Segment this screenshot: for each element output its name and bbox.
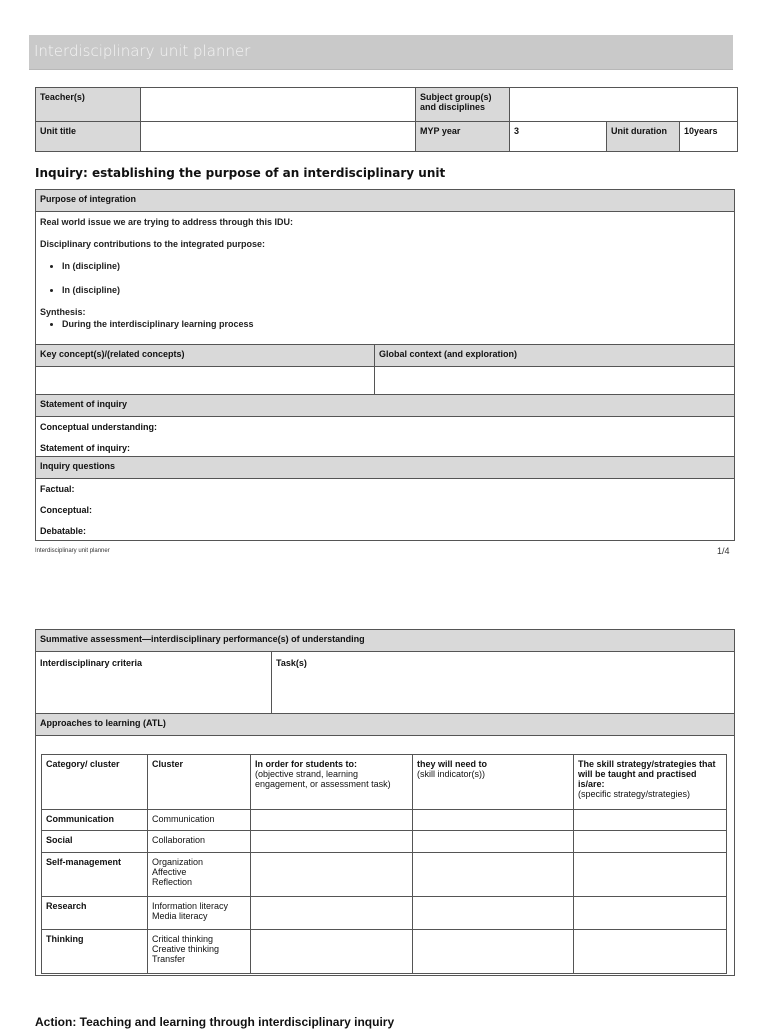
atl-skill-cell[interactable] [574, 810, 727, 831]
discipline-item: • In (discipline) [62, 285, 730, 295]
col-order [251, 755, 413, 810]
col-need-title: they will need to [417, 759, 488, 769]
conceptual-label: Conceptual: [40, 505, 93, 515]
global-context-header: Global context (and exploration) [375, 345, 735, 367]
unit-duration-label: Unit duration [607, 122, 680, 152]
myp-year-label: MYP year [416, 122, 510, 152]
key-concepts-header: Key concept(s)/(related concepts) [36, 345, 375, 367]
atl-cluster-item: Media literacy [152, 911, 208, 921]
atl-order-cell[interactable] [251, 831, 413, 853]
atl-cluster: Communication [148, 810, 251, 831]
planner-banner [29, 35, 733, 70]
subject-label: Subject group(s) and disciplines [416, 88, 510, 122]
col-skill-sub: (specific strategy/strategies) [578, 789, 691, 799]
atl-cluster-item: Affective [152, 867, 187, 877]
action-section-title: Action: Teaching and learning through interdisciplinary inquiry [35, 1015, 395, 1029]
criteria-label: Interdisciplinary criteria [40, 658, 143, 668]
atl-cluster: Collaboration [148, 831, 251, 853]
atl-header: Approaches to learning (ATL) [36, 714, 734, 736]
atl-skill-cell[interactable] [574, 930, 727, 974]
column-divider [271, 652, 272, 713]
atl-skill-cell[interactable] [574, 853, 727, 897]
atl-category: Research [42, 897, 148, 930]
synthesis-item: • During the interdisciplinary learning process [62, 319, 730, 329]
synthesis-label: Synthesis: [40, 307, 86, 317]
atl-order-cell[interactable] [251, 930, 413, 974]
factual-label: Factual: [40, 484, 75, 494]
banner-title: Interdisciplinary unit planner [34, 42, 251, 60]
key-concepts-field[interactable] [36, 367, 375, 395]
atl-cluster-item: Information literacy [152, 901, 229, 911]
purpose-body [36, 212, 735, 345]
atl-cluster-item: Organization [152, 857, 204, 867]
statement-of-inquiry: Statement of inquiry: [40, 443, 131, 453]
col-order-title: In order for students to: [255, 759, 357, 769]
atl-need-cell[interactable] [413, 930, 574, 974]
col-category: Category/ cluster [42, 755, 148, 810]
teacher-field[interactable] [141, 88, 416, 122]
summative-header: Summative assessment—interdisciplinary performance(s) of understanding [36, 630, 734, 652]
unit-title-label: Unit title [36, 122, 141, 152]
global-context-field[interactable] [375, 367, 735, 395]
atl-category: Social [42, 831, 148, 853]
col-need [413, 755, 574, 810]
atl-need-cell[interactable] [413, 897, 574, 930]
myp-year-field[interactable]: 3 [510, 122, 607, 152]
col-order-sub: (objective strand, learning engagement, or assessment task) [255, 769, 391, 789]
teacher-label: Teacher(s) [36, 88, 141, 122]
disciplinary-contributions: Disciplinary contributions to the integrated purpose: [40, 239, 266, 249]
unit-info-table [35, 87, 738, 152]
real-world-issue: Real world issue we are trying to address through this IDU: [40, 217, 294, 227]
debatable-label: Debatable: [40, 526, 87, 536]
inquiry-table [35, 189, 735, 541]
atl-cluster-item: Critical thinking [152, 934, 214, 944]
col-cluster: Cluster [148, 755, 251, 810]
atl-cluster-item: Creative thinking [152, 944, 220, 954]
unit-duration-field[interactable]: 10years [680, 122, 738, 152]
purpose-header: Purpose of integration [36, 190, 735, 212]
conceptual-understanding: Conceptual understanding: [40, 422, 157, 432]
atl-cluster-item: Transfer [152, 954, 186, 964]
atl-cluster [148, 853, 251, 897]
inquiry-questions-body [36, 479, 735, 541]
atl-cluster [148, 897, 251, 930]
atl-cluster [148, 930, 251, 974]
col-skill-title: The skill strategy/strategies that will be taught and practised is/are: [578, 759, 716, 789]
atl-need-cell[interactable] [413, 831, 574, 853]
atl-cluster-item: Reflection [152, 877, 193, 887]
statement-header: Statement of inquiry [36, 395, 735, 417]
subject-field[interactable] [510, 88, 738, 122]
page-footer-title: Interdisciplinary unit planner [35, 548, 110, 554]
discipline-item: • In (discipline) [62, 261, 730, 271]
assessment-block [35, 629, 735, 976]
summative-row [36, 652, 734, 714]
page-number: 1/4 [717, 546, 730, 556]
atl-table [41, 754, 727, 974]
atl-category: Self-management [42, 853, 148, 897]
col-need-sub: (skill indicator(s)) [417, 769, 486, 779]
statement-body [36, 417, 735, 457]
atl-category: Communication [42, 810, 148, 831]
unit-title-field[interactable] [141, 122, 416, 152]
atl-order-cell[interactable] [251, 810, 413, 831]
atl-category: Thinking [42, 930, 148, 974]
atl-skill-cell[interactable] [574, 897, 727, 930]
atl-need-cell[interactable] [413, 810, 574, 831]
inquiry-questions-header: Inquiry questions [36, 457, 735, 479]
atl-order-cell[interactable] [251, 897, 413, 930]
col-skill [574, 755, 727, 810]
tasks-label: Task(s) [276, 658, 307, 668]
atl-order-cell[interactable] [251, 853, 413, 897]
inquiry-section-title: Inquiry: establishing the purpose of an interdisciplinary unit [35, 166, 446, 180]
atl-need-cell[interactable] [413, 853, 574, 897]
atl-skill-cell[interactable] [574, 831, 727, 853]
